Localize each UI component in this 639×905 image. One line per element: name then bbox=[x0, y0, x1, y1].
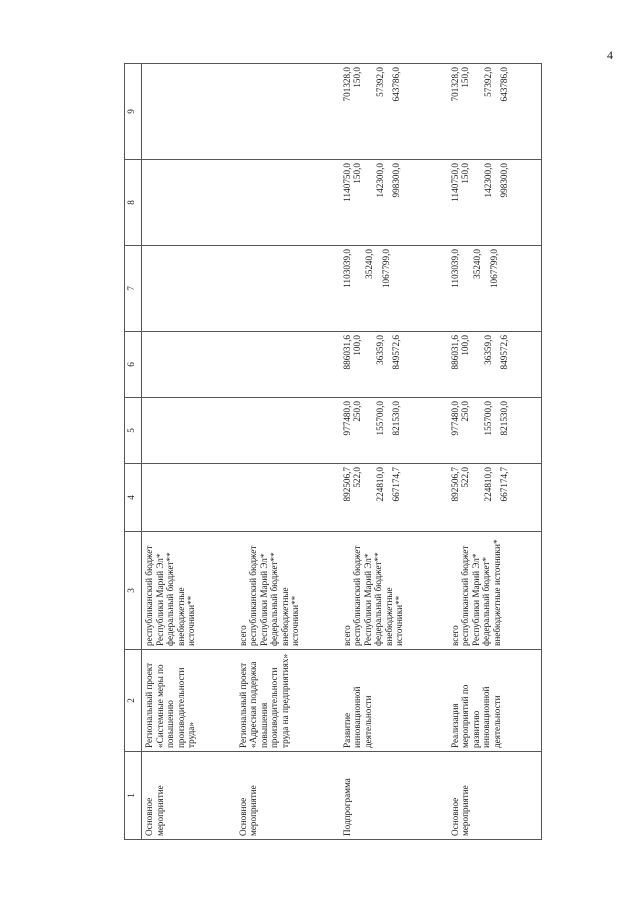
value-cell-c9 bbox=[142, 64, 236, 160]
row-spacer bbox=[352, 249, 364, 328]
row-sources-cell bbox=[340, 532, 448, 650]
col-header-4: 4 bbox=[125, 464, 142, 532]
amount-value: 57392,0 bbox=[374, 67, 385, 97]
row-spacer bbox=[471, 335, 483, 394]
amount-value: 977480,0 bbox=[449, 401, 460, 436]
rotated-table-sheet bbox=[124, 64, 513, 840]
table-row bbox=[448, 64, 542, 840]
amount-value: 667174,7 bbox=[499, 467, 510, 502]
amount-value: 701328,0 bbox=[341, 67, 352, 102]
col-header-8: 8 bbox=[125, 160, 142, 246]
row-name-cell: Региональный проект «Системные меры по повышению производительности труда» bbox=[142, 650, 236, 752]
amount-value: 150,0 bbox=[460, 163, 471, 184]
value-cell-c6 bbox=[448, 332, 542, 398]
row-spacer bbox=[460, 249, 472, 328]
amount-value: 821530,0 bbox=[499, 401, 510, 436]
funding-source-label: республиканский бюджет Республики Марий Эл* bbox=[460, 545, 481, 646]
row-sources-cell bbox=[236, 532, 340, 650]
amount-value: 36359,0 bbox=[482, 335, 493, 365]
amount-value: 886031,6 bbox=[341, 335, 352, 370]
value-cell-c6 bbox=[236, 332, 340, 398]
amount-value: 849572,6 bbox=[391, 335, 402, 370]
row-spacer bbox=[363, 335, 375, 394]
amount-value: 522,0 bbox=[352, 467, 363, 488]
amount-value: 998300,0 bbox=[391, 163, 402, 198]
amount-value: 701328,0 bbox=[449, 67, 460, 102]
amount-value: 36359,0 bbox=[374, 335, 385, 365]
value-cell-c5 bbox=[142, 398, 236, 464]
funding-source-label: республиканский бюджет Республики Марий Эл* bbox=[248, 545, 269, 646]
column-number-row bbox=[125, 64, 142, 840]
row-name-cell: Региональный проект «Адресная поддержка повышения производительности труда на предприятиях» bbox=[236, 650, 340, 752]
amount-value: 1103039,0 bbox=[341, 249, 352, 288]
amount-value: 100,0 bbox=[460, 335, 471, 356]
amount-value: 150,0 bbox=[352, 67, 363, 88]
value-cell-c5 bbox=[340, 398, 448, 464]
col-header-5: 5 bbox=[125, 398, 142, 464]
funding-source-label: республиканский бюджет Республики Марий Эл* bbox=[144, 545, 165, 646]
amount-value: 522,0 bbox=[460, 467, 471, 488]
value-cell-c8 bbox=[236, 160, 340, 246]
amount-value: 224810,0 bbox=[482, 467, 493, 502]
col-header-3: 3 bbox=[125, 532, 142, 650]
amount-value: 977480,0 bbox=[341, 401, 352, 436]
amount-value: 250,0 bbox=[460, 401, 471, 422]
funding-source-label: республиканский бюджет Республики Марий Эл* bbox=[352, 545, 373, 646]
funding-source-label: федеральный бюджет** bbox=[165, 552, 176, 646]
value-cell-c9 bbox=[236, 64, 340, 160]
value-cell-c4 bbox=[340, 464, 448, 532]
funding-source-label: внебюджетные источники* bbox=[491, 539, 502, 646]
row-name-cell: Развитие инновационной деятельности bbox=[340, 650, 448, 752]
funding-source-label: всего bbox=[341, 625, 352, 646]
value-cell-c4 bbox=[236, 464, 340, 532]
amount-value: 150,0 bbox=[352, 163, 363, 184]
row-type-cell: Основное мероприятие bbox=[142, 752, 236, 840]
col-header-9: 9 bbox=[125, 64, 142, 160]
amount-value: 224810,0 bbox=[374, 467, 385, 502]
amount-value: 667174,7 bbox=[391, 467, 402, 502]
row-spacer bbox=[471, 163, 483, 242]
amount-value: 643786,0 bbox=[391, 67, 402, 102]
row-spacer bbox=[471, 401, 483, 460]
amount-value: 643786,0 bbox=[499, 67, 510, 102]
value-cell-c6 bbox=[142, 332, 236, 398]
row-type-cell: Основное мероприятие bbox=[236, 752, 340, 840]
amount-value: 892506,7 bbox=[449, 467, 460, 502]
amount-value: 1140750,0 bbox=[341, 163, 352, 202]
funding-source-label: внебюджетные источники** bbox=[175, 587, 197, 646]
value-cell-c8 bbox=[142, 160, 236, 246]
amount-value: 849572,6 bbox=[499, 335, 510, 370]
value-cell-c6 bbox=[340, 332, 448, 398]
amount-value: 35240,0 bbox=[364, 249, 375, 279]
value-cell-c8 bbox=[448, 160, 542, 246]
amount-value: 142300,0 bbox=[482, 163, 493, 198]
row-sources-cell bbox=[448, 532, 542, 650]
value-cell-c8 bbox=[340, 160, 448, 246]
value-cell-c9 bbox=[340, 64, 448, 160]
value-cell-c7 bbox=[448, 246, 542, 332]
row-type-cell: Подпрограмма bbox=[340, 752, 448, 840]
row-sources-cell bbox=[142, 532, 236, 650]
value-cell-c4 bbox=[142, 464, 236, 532]
amount-value: 35240,0 bbox=[472, 249, 483, 279]
row-spacer bbox=[363, 163, 375, 242]
table-row bbox=[236, 64, 340, 840]
amount-value: 155700,0 bbox=[482, 401, 493, 436]
row-spacer bbox=[363, 67, 375, 156]
value-cell-c5 bbox=[236, 398, 340, 464]
row-spacer bbox=[471, 67, 483, 156]
value-cell-c7 bbox=[236, 246, 340, 332]
funding-source-label: внебюджетные источники** bbox=[279, 587, 301, 646]
amount-value: 821530,0 bbox=[391, 401, 402, 436]
value-cell-c9 bbox=[448, 64, 542, 160]
amount-value: 886031,6 bbox=[449, 335, 460, 370]
program-funding-table bbox=[124, 63, 542, 840]
table-row bbox=[142, 64, 236, 840]
value-cell-c4 bbox=[448, 464, 542, 532]
funding-source-label: всего bbox=[237, 625, 248, 646]
col-header-1: 1 bbox=[125, 752, 142, 840]
row-spacer bbox=[471, 467, 483, 528]
amount-value: 1067799,0 bbox=[380, 249, 391, 289]
amount-value: 250,0 bbox=[352, 401, 363, 422]
row-name-cell: Реализация мероприятий по развитию инновационной деятельности bbox=[448, 650, 542, 752]
row-spacer bbox=[363, 401, 375, 460]
funding-source-label: всего bbox=[449, 625, 460, 646]
amount-value: 892506,7 bbox=[341, 467, 352, 502]
amount-value: 1103039,0 bbox=[449, 249, 460, 288]
amount-value: 150,0 bbox=[460, 67, 471, 88]
funding-source-label: федеральный бюджет** bbox=[373, 552, 384, 646]
col-header-6: 6 bbox=[125, 332, 142, 398]
amount-value: 1067799,0 bbox=[488, 249, 499, 289]
amount-value: 100,0 bbox=[352, 335, 363, 356]
page-number: 4 bbox=[607, 48, 613, 62]
amount-value: 1140750,0 bbox=[449, 163, 460, 202]
amount-value: 998300,0 bbox=[499, 163, 510, 198]
value-cell-c5 bbox=[448, 398, 542, 464]
row-spacer bbox=[363, 467, 375, 528]
value-cell-c7 bbox=[142, 246, 236, 332]
value-cell-c7 bbox=[340, 246, 448, 332]
table-row bbox=[340, 64, 448, 840]
amount-value: 57392,0 bbox=[482, 67, 493, 97]
amount-value: 155700,0 bbox=[374, 401, 385, 436]
row-type-cell: Основное мероприятие bbox=[448, 752, 542, 840]
col-header-7: 7 bbox=[125, 246, 142, 332]
funding-source-label: федеральный бюджет* bbox=[481, 556, 492, 646]
funding-source-label: внебюджетные источники** bbox=[383, 587, 405, 646]
col-header-2: 2 bbox=[125, 650, 142, 752]
amount-value: 142300,0 bbox=[374, 163, 385, 198]
funding-source-label: федеральный бюджет** bbox=[269, 552, 280, 646]
